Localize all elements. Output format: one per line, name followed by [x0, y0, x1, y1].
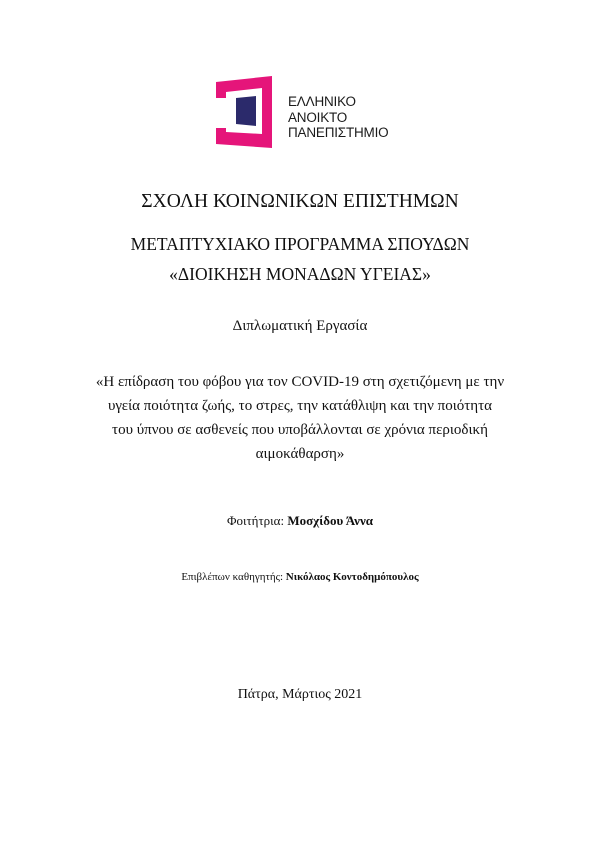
student-name: Μοσχίδου Άννα [287, 513, 374, 528]
title-line: αιμοκάθαρση» [255, 446, 345, 462]
university-logo [216, 76, 406, 154]
thesis-type: Διπλωματική Εργασία [232, 318, 368, 334]
student-label: Φοιτήτρια: [226, 513, 285, 528]
logo-line: ΕΛΛΗΝΙΚΟ [288, 94, 356, 109]
student-line [0, 513, 600, 529]
supervisor-name: Νικόλαος Κοντοδημόπουλος [285, 571, 419, 583]
university-logo-icon [216, 76, 280, 148]
logo-line: ΑΝΟΙΚΤΟ [288, 109, 348, 125]
logo-text [288, 94, 388, 141]
program-specialization: «ΔΙΟΙΚΗΣΗ ΜΟΝΑΔΩΝ ΥΓΕΙΑΣ» [169, 264, 431, 284]
school-name: ΣΧΟΛΗ ΚΟΙΝΩΝΙΚΩΝ ΕΠΙΣΤΗΜΩΝ [141, 191, 459, 212]
logo-line: ΠΑΝΕΠΙΣΤΗΜΙΟ [288, 125, 389, 140]
title-line: «Η επίδραση του φόβου για τον COVID-19 στη σχετιζόμενη με την [95, 374, 505, 390]
title-line: του ύπνου σε ασθενείς που υποβάλλονται σε χρόνια περιοδική [112, 422, 488, 438]
title-line: υγεία ποιότητα ζωής, το στρες, την κατάθλιψη και την ποιότητα [107, 398, 493, 414]
program-name: ΜΕΤΑΠΤΥΧΙΑΚΟ ΠΡΟΓΡΑΜΜΑ ΣΠΟΥΔΩΝ [130, 234, 470, 254]
supervisor-label: Επιβλέπων καθηγητής: [181, 571, 284, 583]
supervisor-line [0, 571, 600, 583]
place-date: Πάτρα, Μάρτιος 2021 [237, 687, 363, 702]
thesis-title [60, 370, 540, 466]
